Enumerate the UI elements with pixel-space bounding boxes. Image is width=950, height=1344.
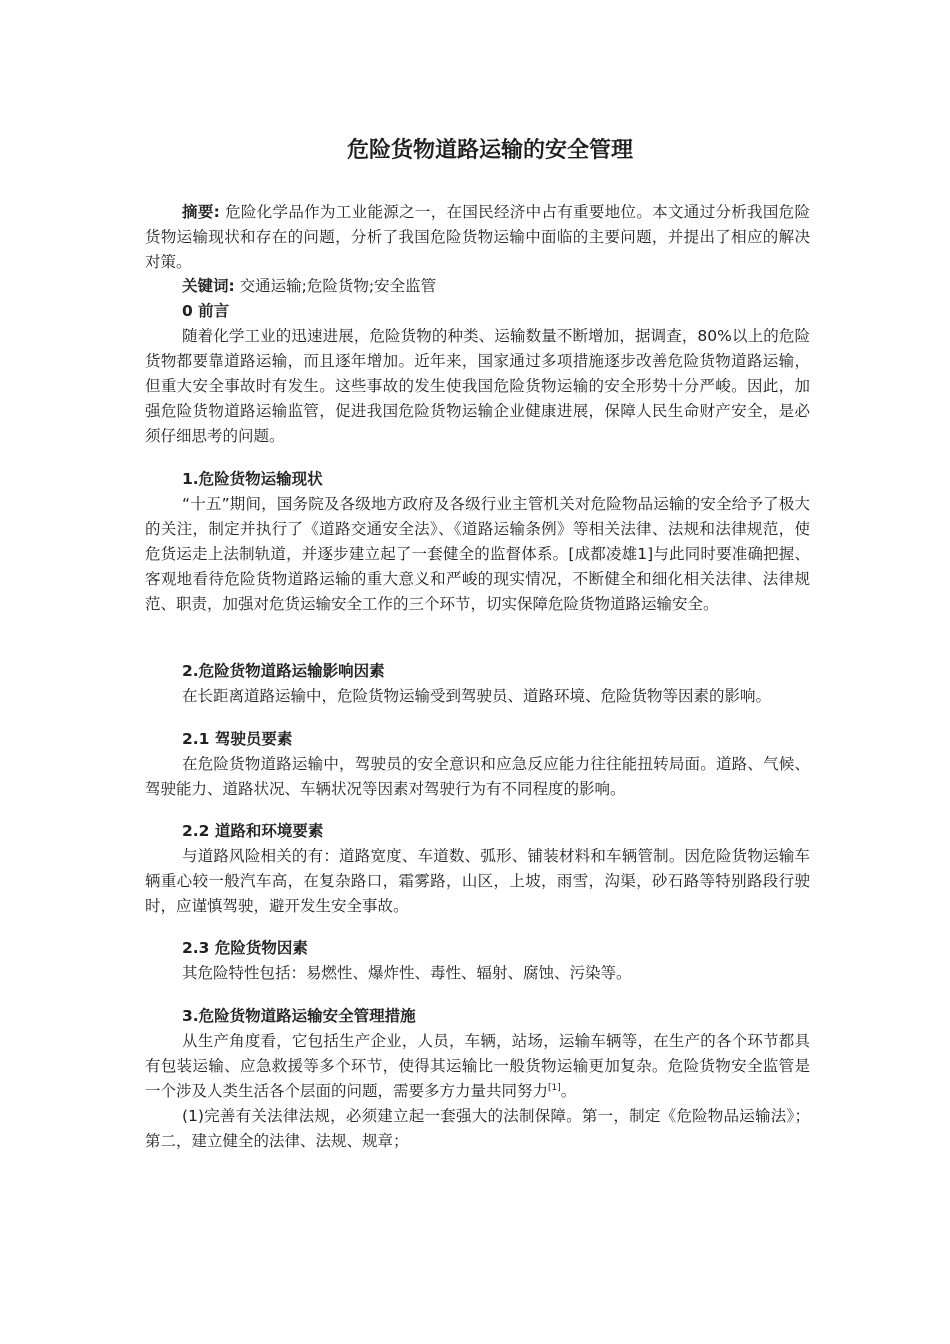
intro-heading: 0 前言 [182,302,230,320]
abstract-paragraph [145,200,810,275]
section-3-item-1: (1)完善有关法律法规，必须建立起一套强大的法制保障。第一，制定《危险物品运输法》；第二，建立健全的法律、法规、规章； [145,1107,810,1150]
section-2-3-heading: 2.3 危险货物因素 [182,939,308,957]
section-2-heading: 2.危险货物道路运输影响因素 [182,662,385,680]
section-2-1-paragraph: 在危险货物道路运输中，驾驶员的安全意识和应急反应能力往往能扭转局面。道路、气候、驾驶能力、道路状况、车辆状况等因素对驾驶行为有不同程度的影响。 [145,755,810,798]
keywords-paragraph [145,274,810,299]
section-2-2-paragraph: 与道路风险相关的有：道路宽度、车道数、弧形、铺装材料和车辆管制。因危险货物运输车辆重心较一般汽车高，在复杂路口，霜雾路，山区，上坡，雨雪，沟渠，砂石路等特别路段行驶时，应谨慎驾驶，避开发生安全事故。 [145,847,810,915]
citation-ref: [1] [548,1083,561,1093]
section-2-3-paragraph: 其危险特性包括：易燃性、爆炸性、毒性、辐射、腐蚀、污染等。 [182,964,632,982]
section-3-text-end: 。 [560,1082,577,1100]
section-2-2-heading: 2.2 道路和环境要素 [182,822,324,840]
keywords-label: 关键词: [182,277,235,295]
section-3-heading: 3.危险货物道路运输安全管理措施 [182,1007,416,1025]
document-title: 危险货物道路运输的安全管理 [346,138,633,163]
abstract-text: 危险化学品作为工业能源之一，在国民经济中占有重要地位。本文通过分析我国危险货物运输现状和存在的问题，分析了我国危险货物运输中面临的主要问题，并提出了相应的解决对策。 [145,203,810,271]
keywords-text: 交通运输;危险货物;安全监管 [239,277,437,295]
section-3-text: 从生产角度看，它包括生产企业，人员，车辆，站场，运输车辆等，在生产的各个环节都具有包装运输、应急救援等多个环节，使得其运输比一般货物运输更加复杂。危险货物安全监管是一个涉及人类生活各个层面的问题，需要多方力量共同努力 [145,1032,810,1100]
intro-paragraph: 随着化学工业的迅速进展，危险货物的种类、运输数量不断增加，据调查，80%以上的危险货物都要靠道路运输，而且逐年增加。近年来，国家通过多项措施逐步改善危险货物道路运输，但重大安全事故时有发生。这些事故的发生使我国危险货物运输的安全形势十分严峻。因此，加强危险货物道路运输监管，促进我国危险货物运输企业健康进展，保障人民生命财产安全，是必须仔细思考的问题。 [145,327,810,445]
section-3-paragraph [145,1029,810,1104]
section-2-paragraph: 在长距离道路运输中，危险货物运输受到驾驶员、道路环境、危险货物等因素的影响。 [182,687,772,705]
section-1-heading: 1.危险货物运输现状 [182,470,323,488]
section-1-paragraph: “十五”期间，国务院及各级地方政府及各级行业主管机关对危险物品运输的安全给予了极大的关注，制定并执行了《道路交通安全法》、《道路运输条例》等相关法律、法规和法律规范，使危货运走上法制轨道，并逐步建立起了一套健全的监督体系。[成都凌雄1]与此同时要准确把握、客观地看待危险货物道路运输的重大意义和严峻的现实情况，不断健全和细化相关法律、法律规范、职责，加强对危货运输安全工作的三个环节，切实保障危险货物道路运输安全。 [145,495,810,613]
section-2-1-heading: 2.1 驾驶员要素 [182,730,293,748]
abstract-label: 摘要: [182,203,220,221]
